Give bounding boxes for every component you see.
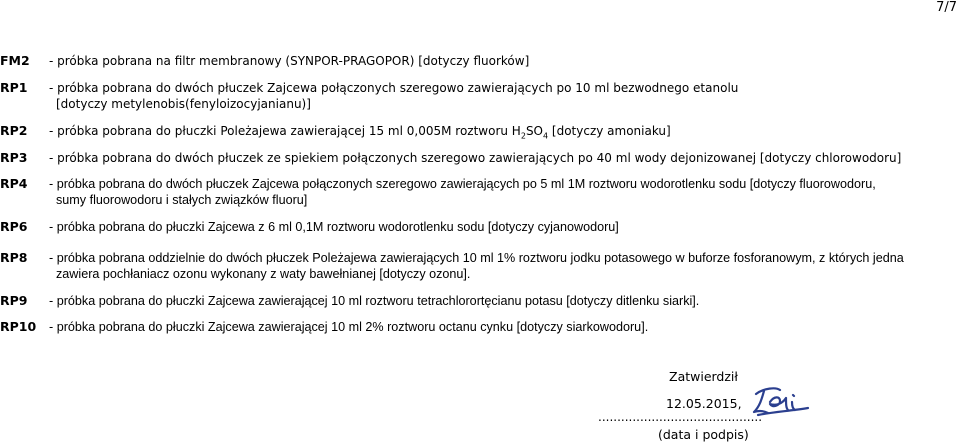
row-description <box>49 219 619 235</box>
row-description <box>49 80 738 112</box>
signature-dots: ........................................... <box>598 410 763 424</box>
row-line2: sumy fluorowodoru i stałych związków fluoru] <box>56 193 308 207</box>
signature-caption: (data i podpis) <box>658 427 749 442</box>
row-line2: [dotyczy metylenobis(fenyloizocyjanianu)] <box>56 97 311 111</box>
row-code: RP8 <box>0 250 28 265</box>
row-line1: - próbka pobrana do płuczki Zajcewa zawierającej 10 ml 2% roztworu octanu cynku [dotyczy siarkowodoru]. <box>49 320 649 334</box>
row-code: RP2 <box>0 123 28 138</box>
approved-label: Zatwierdził <box>669 369 738 384</box>
row-line1: - próbka pobrana do płuczki Zajcewa zawierającej 10 ml roztworu tetrachlorortęcianu potasu [dotyczy ditlenku siarki]. <box>49 294 700 308</box>
subscript-2: 2 <box>520 131 526 141</box>
row-line1-pre: - próbka pobrana do płuczki Poleżajewa zawierającej 15 ml 0,005M roztworu H <box>49 124 521 138</box>
row-code: RP6 <box>0 219 28 234</box>
row-line1: - próbka pobrana do dwóch płuczek ze spiekiem połączonych szeregowo zawierających po 40 ml wody dejonizowanej [dotyczy chlorowodoru] <box>49 151 902 165</box>
row-description <box>49 150 901 166</box>
row-description <box>49 123 671 144</box>
row-code: RP1 <box>0 80 28 95</box>
row-code: RP4 <box>0 176 28 191</box>
row-code: FM2 <box>0 53 30 68</box>
row-line1: - próbka pobrana do dwóch płuczek Zajcewa połączonych szeregowo zawierających po 10 ml bezwodnego etanolu <box>49 81 739 95</box>
row-line2: zawiera pochłaniacz ozonu wykonany z waty bawełnianej [dotyczy ozonu]. <box>56 267 471 281</box>
row-line1: - próbka pobrana do dwóch płuczek Zajcewa połączonych szeregowo zawierających po 5 ml 1M roztworu wodorotlenku sodu [dotyczy fluorowodoru, <box>49 177 876 191</box>
row-code: RP3 <box>0 150 28 165</box>
subscript-4: 4 <box>543 131 549 141</box>
row-line1-mid: SO <box>525 124 543 138</box>
row-line1-post: [dotyczy amoniaku] <box>548 124 671 138</box>
row-description <box>49 53 529 69</box>
page-number: 7/7 <box>936 0 957 15</box>
row-description <box>49 293 699 309</box>
row-description <box>49 250 904 282</box>
row-line1: - próbka pobrana do płuczki Zajcewa z 6 ml 0,1M roztworu wodorotlenku sodu [dotyczy cyjanowodoru] <box>49 220 619 234</box>
row-line1: - próbka pobrana na filtr membranowy (SYNPOR-PRAGOPOR) [dotyczy fluorków] <box>49 54 530 68</box>
row-description <box>49 176 876 208</box>
row-line1: - próbka pobrana oddzielnie do dwóch płuczek Poleżajewa zawierających 10 ml 1% roztworu jodku potasowego w buforze fosforanowym, z których jedna <box>49 251 904 265</box>
row-description <box>49 319 648 335</box>
approval-date: 12.05.2015, <box>666 396 742 411</box>
row-code: RP9 <box>0 293 28 308</box>
row-code: RP10 <box>0 319 37 334</box>
